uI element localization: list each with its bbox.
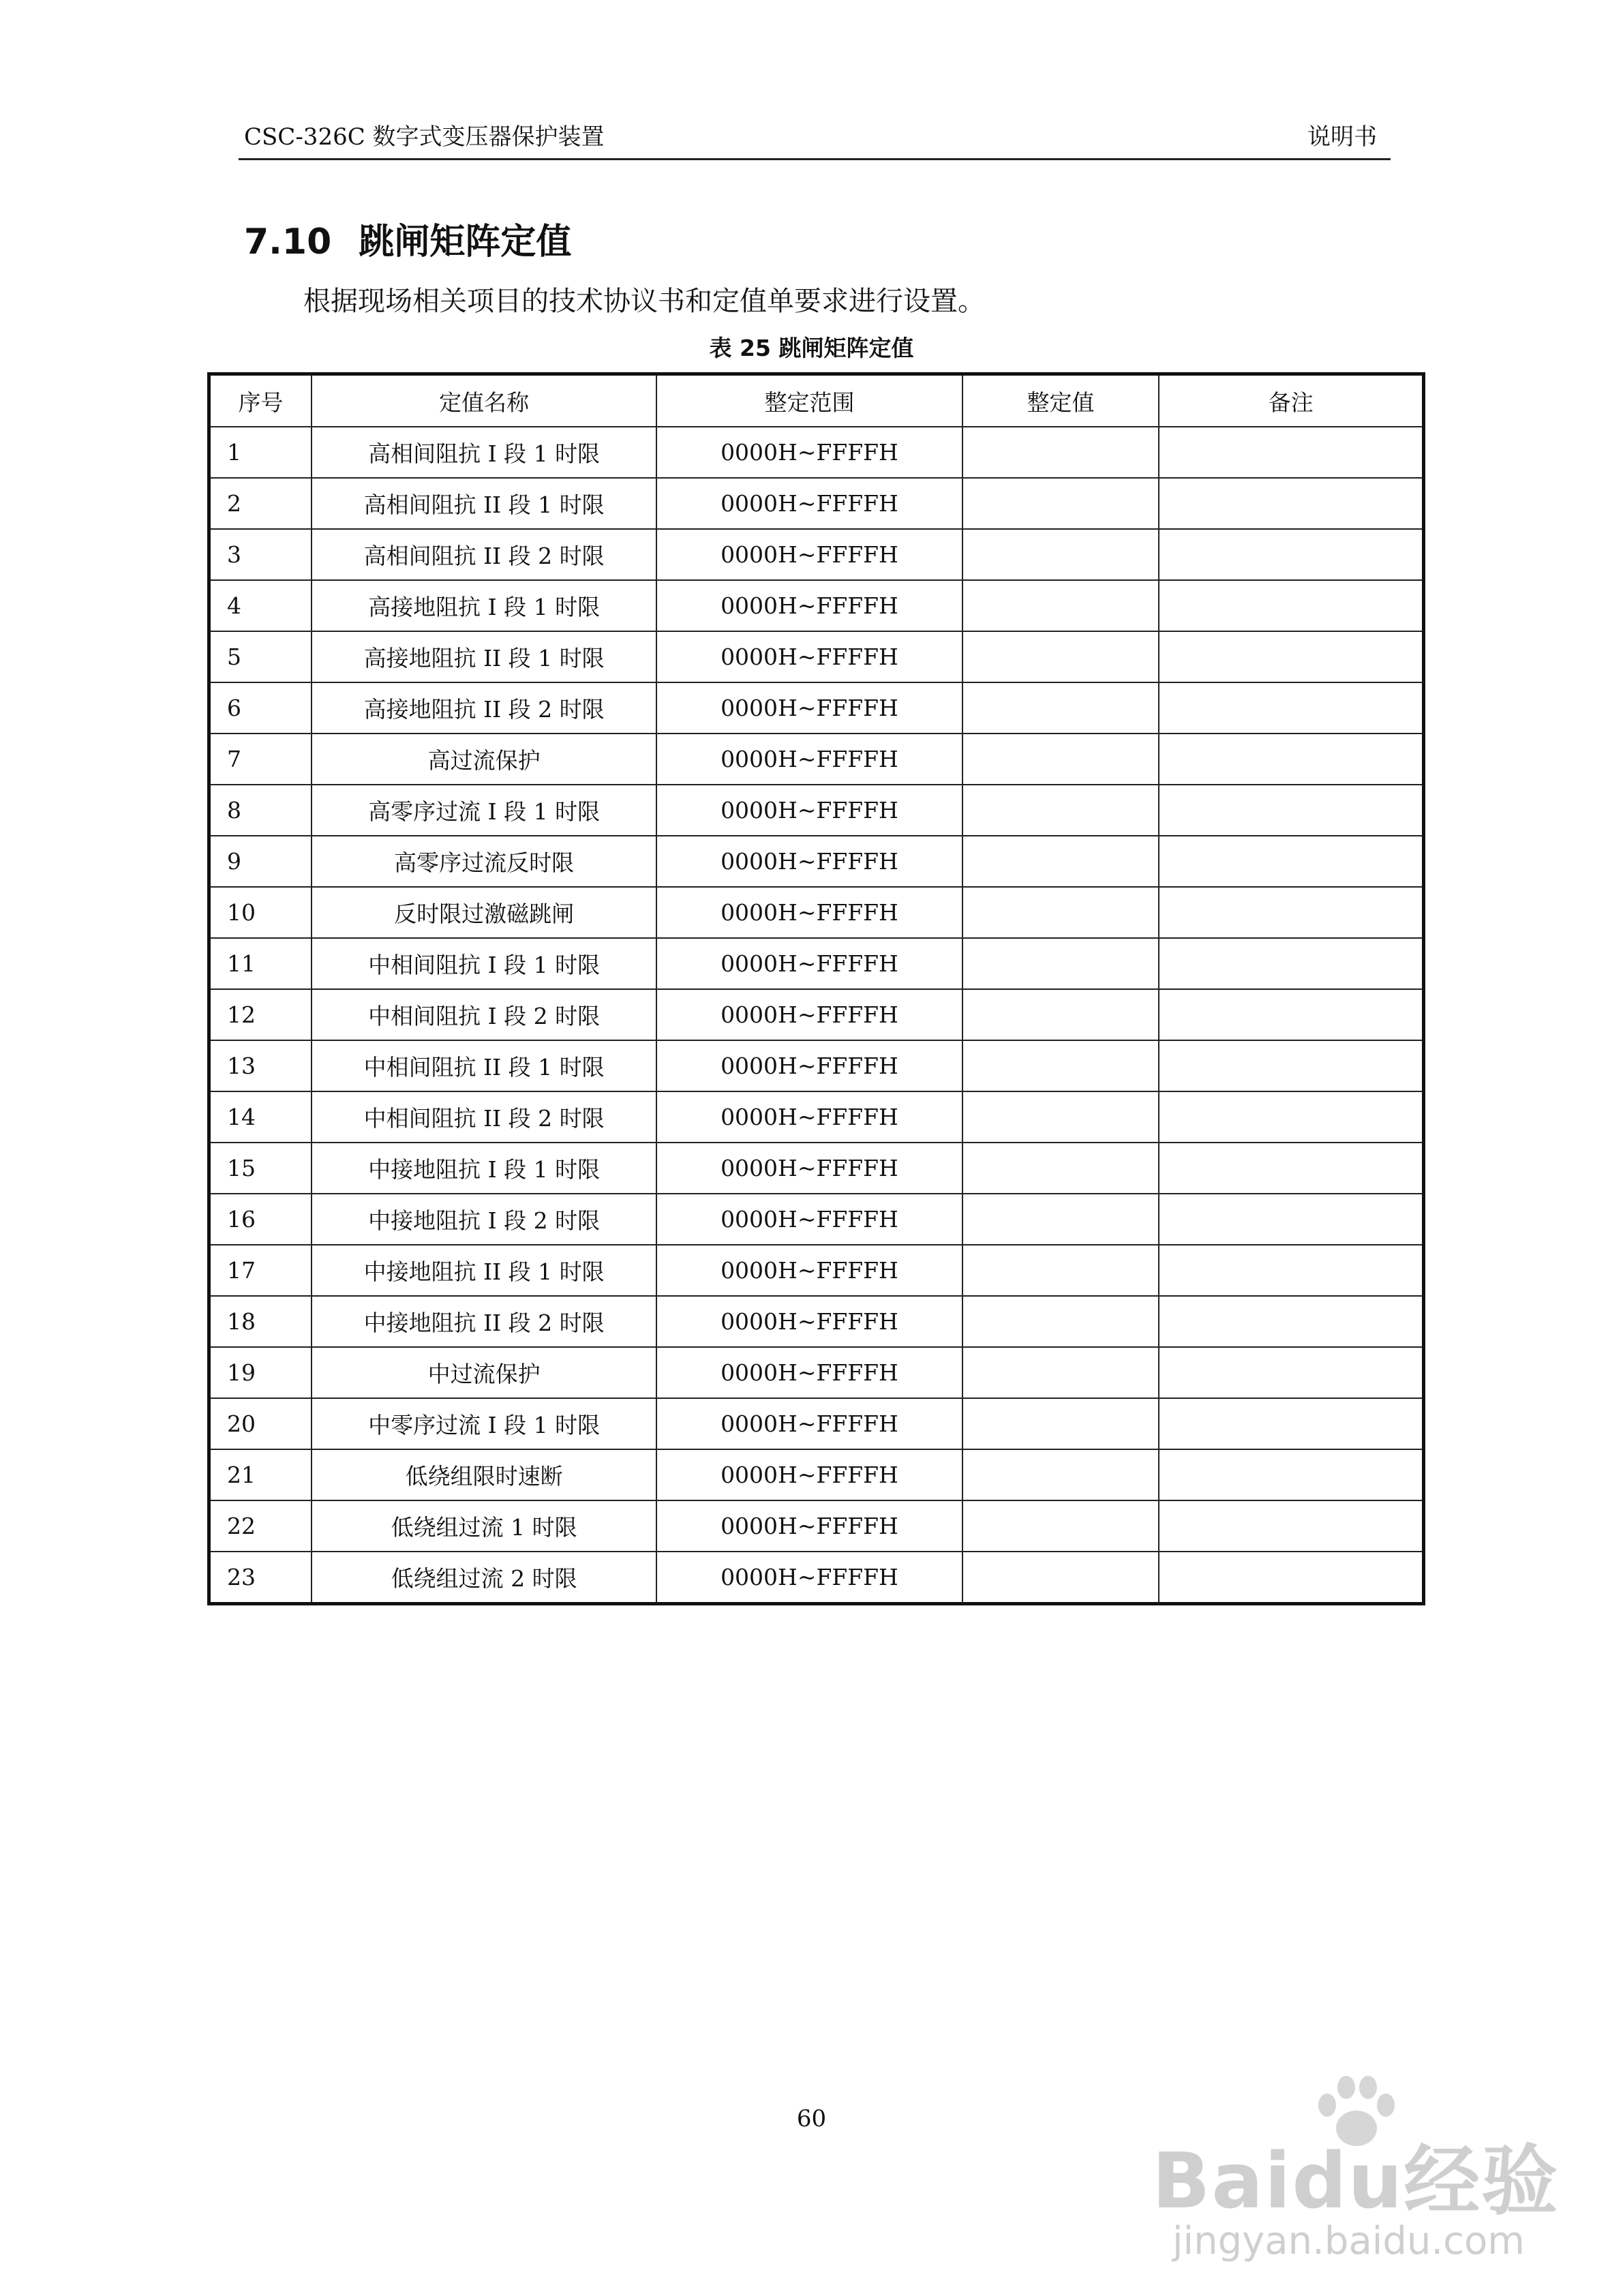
cell-index: 10: [209, 887, 312, 938]
cell-setting-name: 中过流保护: [312, 1347, 656, 1398]
cell-index: 13: [209, 1040, 312, 1091]
cell-note: [1159, 1296, 1423, 1347]
column-header-range: 整定范围: [656, 374, 962, 427]
column-header-value: 整定值: [962, 374, 1159, 427]
cell-index: 1: [209, 427, 312, 478]
cell-setting-range: 0000H~FFFFH: [656, 734, 962, 785]
cell-note: [1159, 1398, 1423, 1449]
table-row: [209, 478, 1424, 529]
cell-note: [1159, 989, 1423, 1040]
cell-setting-value: [962, 478, 1159, 529]
cell-setting-range: 0000H~FFFFH: [656, 836, 962, 887]
cell-note: [1159, 836, 1423, 887]
cell-setting-value: [962, 1194, 1159, 1245]
cell-index: 5: [209, 631, 312, 682]
cell-note: [1159, 1091, 1423, 1143]
cell-setting-name: 中相间阻抗 II 段 1 时限: [312, 1040, 656, 1091]
table-row: [209, 1143, 1424, 1194]
cell-setting-name: 高过流保护: [312, 734, 656, 785]
cell-setting-name: 高相间阻抗 II 段 1 时限: [312, 478, 656, 529]
cell-index: 7: [209, 734, 312, 785]
cell-setting-range: 0000H~FFFFH: [656, 1040, 962, 1091]
table-row: [209, 1245, 1424, 1296]
cell-note: [1159, 682, 1423, 734]
cell-setting-name: 低绕组过流 2 时限: [312, 1552, 656, 1604]
cell-setting-name: 中接地阻抗 II 段 1 时限: [312, 1245, 656, 1296]
table-row: [209, 529, 1424, 580]
table-row: [209, 1449, 1424, 1500]
cell-setting-range: 0000H~FFFFH: [656, 1143, 962, 1194]
cell-note: [1159, 734, 1423, 785]
cell-index: 18: [209, 1296, 312, 1347]
cell-setting-value: [962, 1552, 1159, 1604]
cell-setting-range: 0000H~FFFFH: [656, 580, 962, 631]
cell-setting-value: [962, 785, 1159, 836]
cell-note: [1159, 427, 1423, 478]
table-row: [209, 631, 1424, 682]
cell-index: 3: [209, 529, 312, 580]
intro-paragraph: 根据现场相关项目的技术协议书和定值单要求进行设置。: [303, 286, 985, 317]
page-header: [239, 116, 1391, 160]
cell-index: 23: [209, 1552, 312, 1604]
cell-setting-range: 0000H~FFFFH: [656, 631, 962, 682]
cell-setting-name: 中接地阻抗 II 段 2 时限: [312, 1296, 656, 1347]
cell-note: [1159, 1143, 1423, 1194]
header-document-title: CSC-326C 数字式变压器保护装置: [244, 123, 605, 151]
section-title-text: 跳闸矩阵定值: [359, 222, 572, 262]
cell-note: [1159, 631, 1423, 682]
cell-index: 2: [209, 478, 312, 529]
cell-index: 20: [209, 1398, 312, 1449]
cell-setting-value: [962, 631, 1159, 682]
column-header-name: 定值名称: [312, 374, 656, 427]
cell-setting-name: 低绕组限时速断: [312, 1449, 656, 1500]
cell-setting-value: [962, 427, 1159, 478]
cell-setting-name: 中接地阻抗 I 段 1 时限: [312, 1143, 656, 1194]
cell-setting-value: [962, 1091, 1159, 1143]
watermark-site: jingyan.baidu.com: [1172, 2219, 1525, 2263]
section-heading: [244, 213, 571, 264]
table-row: [209, 785, 1424, 836]
cell-setting-value: [962, 1143, 1159, 1194]
cell-setting-range: 0000H~FFFFH: [656, 887, 962, 938]
section-number: 7.10: [244, 222, 332, 262]
cell-note: [1159, 938, 1423, 989]
cell-setting-name: 高接地阻抗 II 段 1 时限: [312, 631, 656, 682]
cell-note: [1159, 529, 1423, 580]
cell-note: [1159, 1347, 1423, 1398]
cell-setting-name: 高相间阻抗 II 段 2 时限: [312, 529, 656, 580]
cell-index: 11: [209, 938, 312, 989]
cell-index: 21: [209, 1449, 312, 1500]
table-row: [209, 1398, 1424, 1449]
cell-setting-range: 0000H~FFFFH: [656, 1296, 962, 1347]
baidu-watermark: [1152, 2072, 1560, 2277]
cell-index: 16: [209, 1194, 312, 1245]
cell-setting-value: [962, 1040, 1159, 1091]
cell-setting-range: 0000H~FFFFH: [656, 1194, 962, 1245]
cell-note: [1159, 478, 1423, 529]
cell-index: 14: [209, 1091, 312, 1143]
table-row: [209, 938, 1424, 989]
page-number: 60: [796, 2105, 827, 2132]
cell-setting-name: 高相间阻抗 I 段 1 时限: [312, 427, 656, 478]
table-row: [209, 580, 1424, 631]
cell-setting-value: [962, 580, 1159, 631]
table-body: [209, 427, 1424, 1604]
cell-index: 6: [209, 682, 312, 734]
cell-index: 8: [209, 785, 312, 836]
cell-setting-range: 0000H~FFFFH: [656, 1552, 962, 1604]
cell-setting-range: 0000H~FFFFH: [656, 478, 962, 529]
cell-setting-value: [962, 1500, 1159, 1552]
cell-setting-name: 中相间阻抗 II 段 2 时限: [312, 1091, 656, 1143]
cell-note: [1159, 580, 1423, 631]
cell-index: 4: [209, 580, 312, 631]
cell-setting-name: 中相间阻抗 I 段 2 时限: [312, 989, 656, 1040]
cell-setting-range: 0000H~FFFFH: [656, 529, 962, 580]
cell-setting-value: [962, 1449, 1159, 1500]
cell-setting-name: 高接地阻抗 II 段 2 时限: [312, 682, 656, 734]
cell-setting-value: [962, 682, 1159, 734]
cell-setting-range: 0000H~FFFFH: [656, 682, 962, 734]
cell-setting-range: 0000H~FFFFH: [656, 1091, 962, 1143]
cell-setting-range: 0000H~FFFFH: [656, 785, 962, 836]
table-row: [209, 734, 1424, 785]
cell-setting-name: 高零序过流反时限: [312, 836, 656, 887]
table-row: [209, 836, 1424, 887]
table-row: [209, 1091, 1424, 1143]
cell-note: [1159, 1194, 1423, 1245]
table-row: [209, 1040, 1424, 1091]
header-document-type: 说明书: [1307, 123, 1377, 151]
cell-setting-name: 中接地阻抗 I 段 2 时限: [312, 1194, 656, 1245]
watermark-brand: Baidu经验: [1152, 2137, 1560, 2226]
table-row: [209, 989, 1424, 1040]
table-row: [209, 1194, 1424, 1245]
cell-setting-name: 高接地阻抗 I 段 1 时限: [312, 580, 656, 631]
cell-setting-value: [962, 734, 1159, 785]
cell-setting-value: [962, 887, 1159, 938]
cell-index: 22: [209, 1500, 312, 1552]
cell-setting-value: [962, 836, 1159, 887]
cell-index: 15: [209, 1143, 312, 1194]
cell-note: [1159, 785, 1423, 836]
table-row: [209, 1347, 1424, 1398]
cell-setting-name: 高零序过流 I 段 1 时限: [312, 785, 656, 836]
cell-setting-name: 反时限过激磁跳闸: [312, 887, 656, 938]
cell-setting-range: 0000H~FFFFH: [656, 427, 962, 478]
cell-setting-range: 0000H~FFFFH: [656, 1347, 962, 1398]
table-header-row: [209, 374, 1424, 427]
cell-setting-range: 0000H~FFFFH: [656, 1398, 962, 1449]
cell-setting-range: 0000H~FFFFH: [656, 989, 962, 1040]
cell-setting-value: [962, 1296, 1159, 1347]
cell-note: [1159, 1500, 1423, 1552]
cell-setting-range: 0000H~FFFFH: [656, 1449, 962, 1500]
table-row: [209, 1500, 1424, 1552]
cell-index: 19: [209, 1347, 312, 1398]
column-header-note: 备注: [1159, 374, 1423, 427]
trip-matrix-table: [207, 372, 1425, 1605]
cell-setting-range: 0000H~FFFFH: [656, 1500, 962, 1552]
cell-setting-value: [962, 1245, 1159, 1296]
cell-setting-value: [962, 989, 1159, 1040]
cell-note: [1159, 1449, 1423, 1500]
cell-note: [1159, 887, 1423, 938]
table-row: [209, 682, 1424, 734]
table-row: [209, 1552, 1424, 1604]
cell-setting-value: [962, 1398, 1159, 1449]
table-row: [209, 887, 1424, 938]
cell-index: 9: [209, 836, 312, 887]
cell-setting-value: [962, 938, 1159, 989]
cell-setting-name: 中相间阻抗 I 段 1 时限: [312, 938, 656, 989]
cell-index: 17: [209, 1245, 312, 1296]
cell-setting-value: [962, 1347, 1159, 1398]
cell-note: [1159, 1552, 1423, 1604]
cell-setting-name: 中零序过流 I 段 1 时限: [312, 1398, 656, 1449]
cell-setting-range: 0000H~FFFFH: [656, 938, 962, 989]
table-caption: 表 25 跳闸矩阵定值: [709, 335, 914, 361]
cell-note: [1159, 1245, 1423, 1296]
column-header-index: 序号: [209, 374, 312, 427]
table-row: [209, 1296, 1424, 1347]
cell-setting-name: 低绕组过流 1 时限: [312, 1500, 656, 1552]
cell-setting-value: [962, 529, 1159, 580]
table-row: [209, 427, 1424, 478]
cell-index: 12: [209, 989, 312, 1040]
cell-setting-range: 0000H~FFFFH: [656, 1245, 962, 1296]
cell-note: [1159, 1040, 1423, 1091]
